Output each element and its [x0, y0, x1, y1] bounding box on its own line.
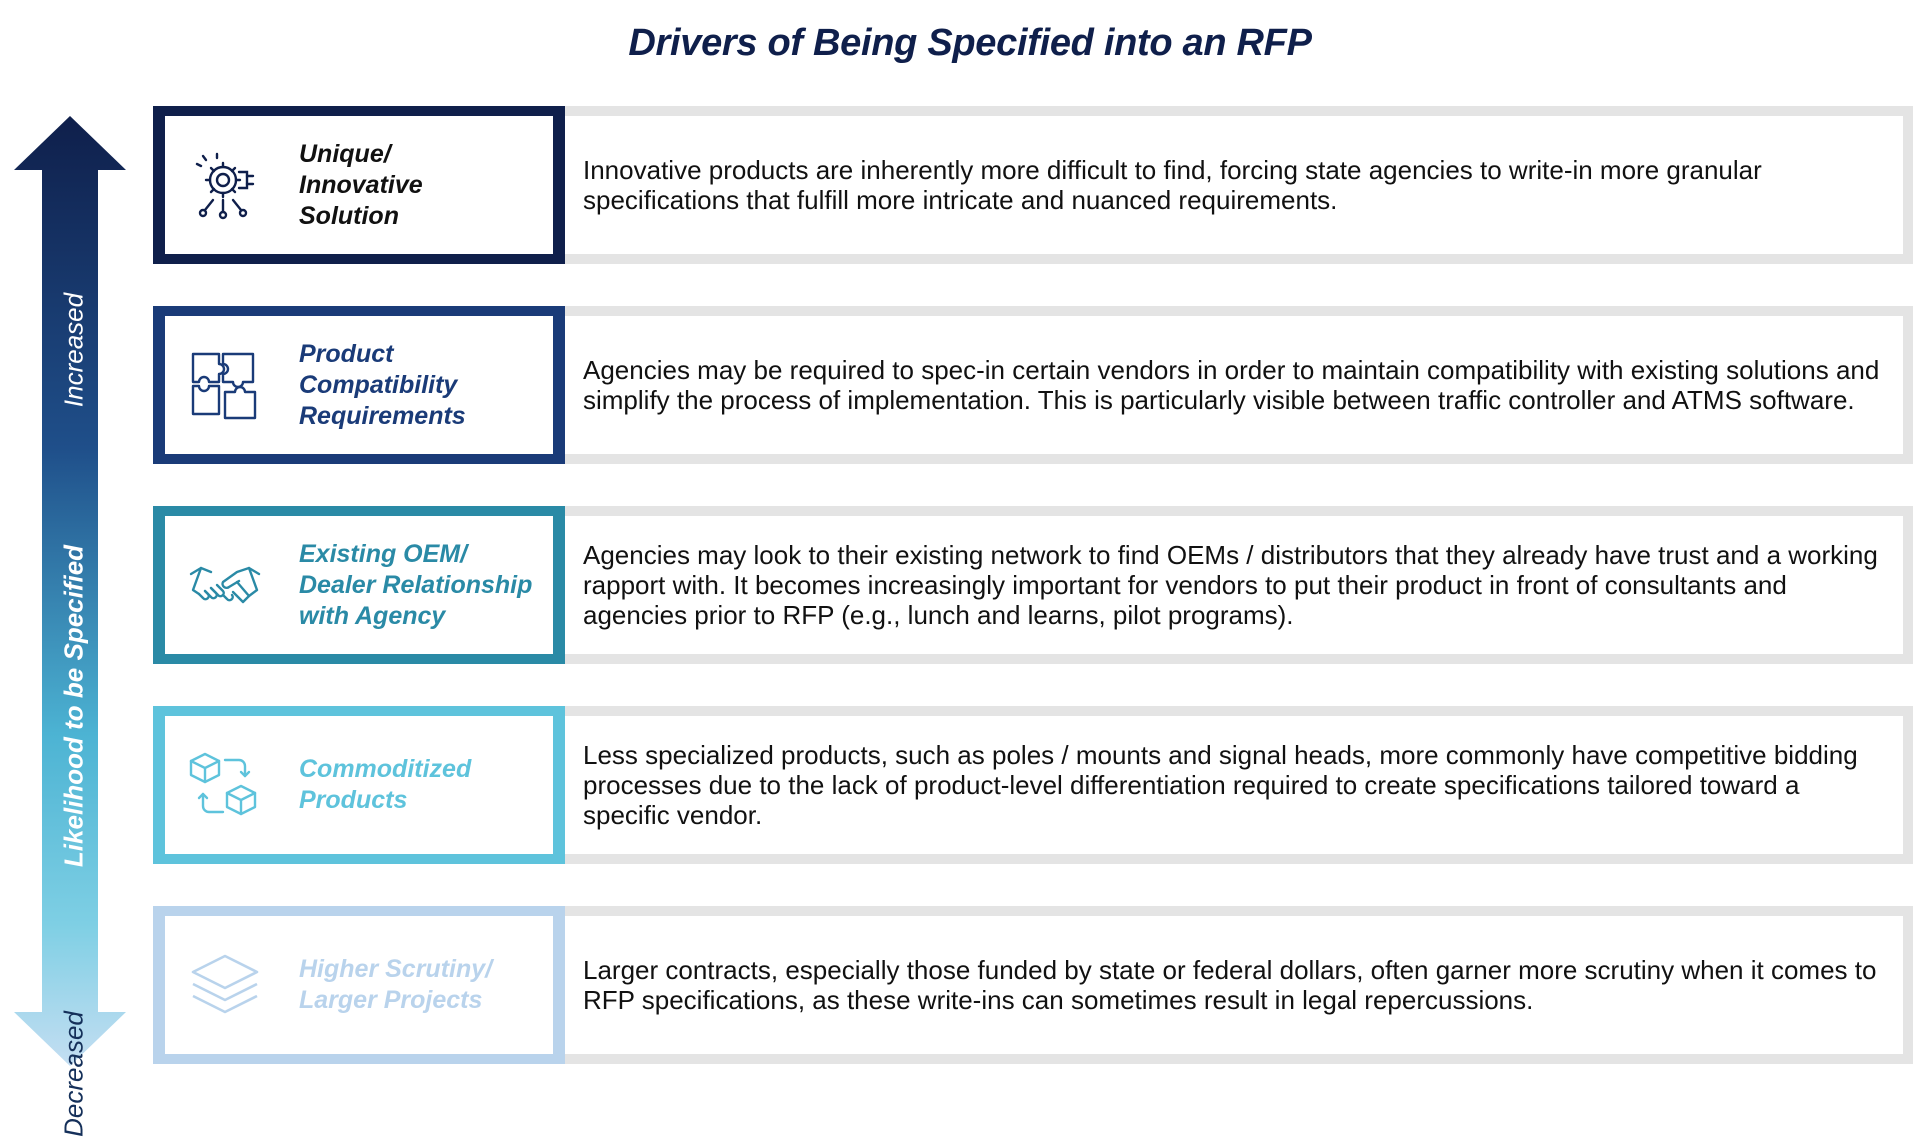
cube-exchange-icon	[189, 750, 261, 822]
driver-title: Commoditized Products	[299, 755, 472, 814]
puzzle-pieces-icon	[189, 350, 261, 422]
driver-title: Existing OEM/ Dealer Relationship with Agency	[299, 539, 533, 630]
axis-decreased-label: Decreased	[58, 1011, 89, 1137]
axis-increased-label: Increased	[58, 292, 89, 408]
page-title: Drivers of Being Specified into an RFP	[628, 22, 1312, 64]
driver-description: Larger contracts, especially those funded by state or federal dollars, often garner more scrutiny when it comes to RFP specifications, as these write-ins can sometimes result in legal repercussions.	[583, 955, 1877, 1015]
stacked-layers-icon	[189, 950, 261, 1022]
driver-title: Product Compatibility Requirements	[299, 339, 466, 430]
driver-row-commoditized	[153, 706, 1913, 864]
handshake-icon	[189, 550, 261, 622]
axis-title: Likelihood to be Specified	[58, 544, 89, 868]
driver-title: Unique/ Innovative Solution	[299, 139, 423, 230]
driver-description: Innovative products are inherently more difficult to find, forcing state agencies to write-in more granular specifications that fulfill more intricate and nuanced requirements.	[583, 155, 1762, 215]
driver-row-innovative	[153, 106, 1913, 264]
likelihood-axis	[14, 116, 126, 1137]
driver-description: Less specialized products, such as poles / mounts and signal heads, more commonly have competitive bidding processes due to the lack of product-level differentiation required to create specifications tailored toward a specific vendor.	[583, 740, 1858, 830]
driver-description: Agencies may look to their existing network to find OEMs / distributors that they already have trust and a working rapport with. It becomes increasingly important for vendors to put their product in front of consultants and agencies prior to RFP (e.g., lunch and learns, pilot programs).	[583, 540, 1878, 630]
driver-row-scrutiny	[153, 906, 1913, 1064]
driver-title: Higher Scrutiny/ Larger Projects	[299, 955, 493, 1014]
driver-row-relationship	[153, 506, 1913, 664]
driver-description: Agencies may be required to spec-in certain vendors in order to maintain compatibility with existing solutions and simplify the process of implementation. This is particularly visible between traffic controller and ATMS software.	[583, 355, 1880, 415]
driver-row-compatibility	[153, 306, 1913, 464]
innovation-gear-bulb-icon	[189, 150, 261, 222]
